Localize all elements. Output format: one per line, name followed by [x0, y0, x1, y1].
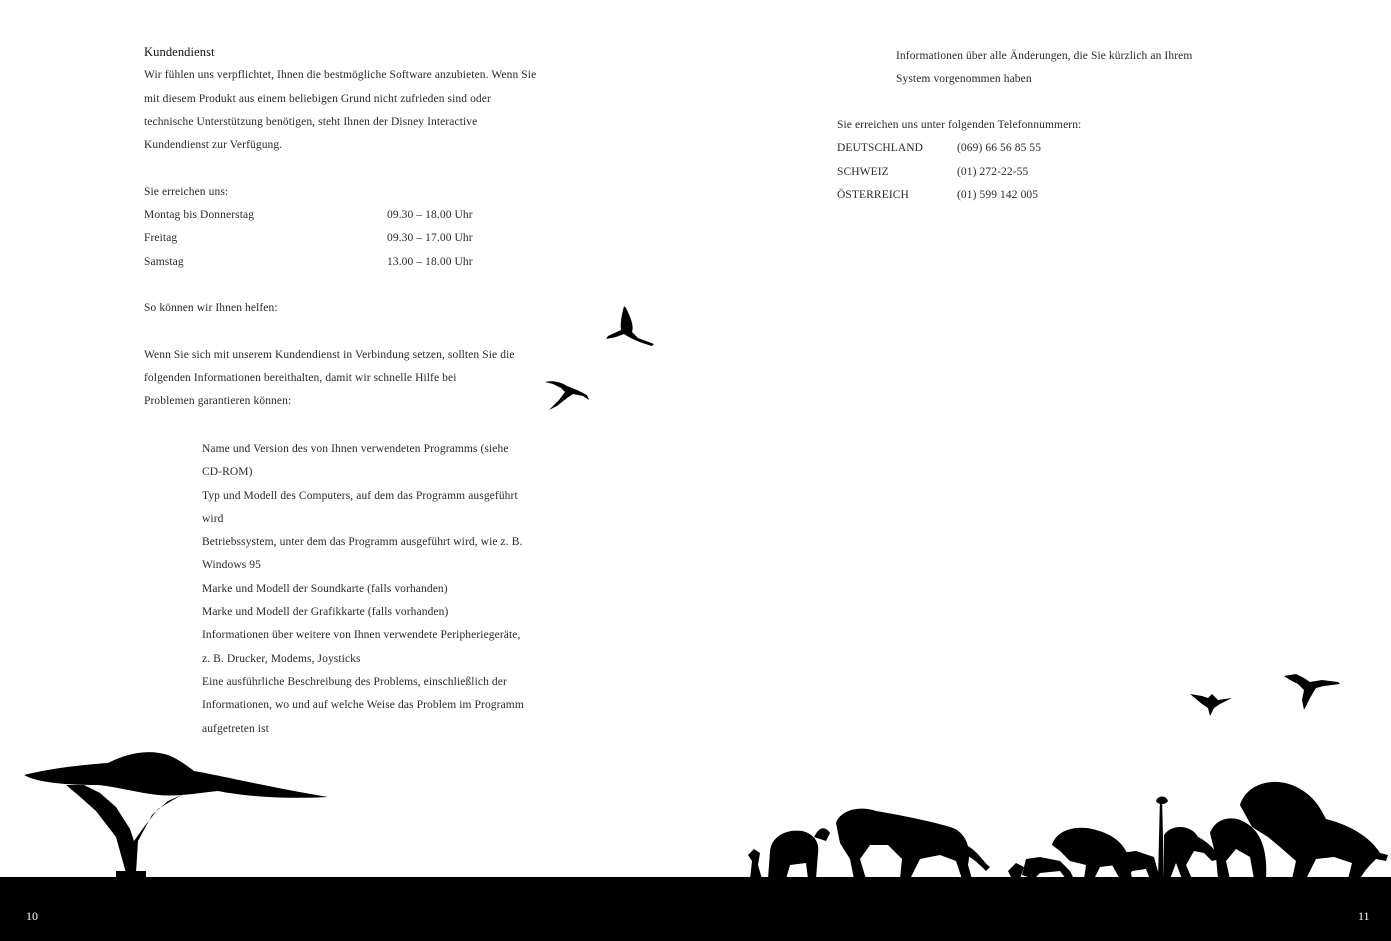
contact-line: Problemen garantieren können: [144, 395, 292, 408]
intro-line: mit diesem Produkt aus einem beliebigen Grund nicht zufrieden sind oder [144, 92, 491, 105]
phone-country: ÖSTERREICH [837, 188, 909, 201]
lion-king-procession-icon [740, 775, 1391, 880]
ground-strip [0, 877, 1391, 941]
list-line: Marke und Modell der Grafikkarte (falls vorhanden) [202, 606, 449, 619]
list-line: Informationen, wo und auf welche Weise das Problem im Programm [202, 699, 524, 712]
phone-country: DEUTSCHLAND [837, 142, 924, 155]
continued-line: System vorgenommen haben [896, 73, 1032, 86]
acacia-tree-icon [18, 745, 332, 880]
phone-row [837, 137, 1237, 160]
list-line: Typ und Modell des Computers, auf dem das Programm ausgeführt [202, 489, 518, 502]
list-line: Windows 95 [202, 559, 261, 572]
hours-row [144, 204, 614, 227]
left-page-text [144, 41, 614, 414]
list-line: Marke und Modell der Soundkarte (falls vorhanden) [202, 582, 448, 595]
right-page-continued [896, 45, 1296, 92]
bird-icon [1282, 670, 1342, 712]
intro-line: Kundendienst zur Verfügung. [144, 139, 283, 152]
hours-day: Freitag [144, 232, 178, 245]
hours-day: Samstag [144, 255, 184, 268]
contact-line: folgenden Informationen bereithalten, damit wir schnelle Hilfe bei [144, 372, 457, 385]
list-line: wird [202, 512, 224, 525]
contact-line: Wenn Sie sich mit unserem Kundendienst in Verbindung setzen, sollten Sie die [144, 348, 515, 361]
bird-icon [604, 304, 656, 350]
hours-row [144, 227, 614, 250]
page-number-left: 10 [26, 909, 38, 923]
hours-time: 13.00 – 18.00 Uhr [387, 255, 473, 268]
section-heading: Kundendienst [144, 45, 215, 59]
list-line: Betriebssystem, unter dem das Programm ausgeführt wird, wie z. B. [202, 536, 523, 549]
phone-row [837, 161, 1237, 184]
list-line: CD-ROM) [202, 466, 253, 479]
list-line: z. B. Drucker, Modems, Joysticks [202, 652, 361, 665]
phone-number: (01) 272-22-55 [957, 165, 1029, 178]
phone-row [837, 184, 1237, 207]
hours-day: Montag bis Donnerstag [144, 209, 255, 222]
list-line: aufgetreten ist [202, 722, 269, 735]
phone-number: (069) 66 56 85 55 [957, 142, 1042, 155]
info-list [202, 438, 582, 741]
help-label: So können wir Ihnen helfen: [144, 302, 278, 315]
bird-icon [543, 378, 591, 412]
hours-row [144, 251, 614, 274]
page-number-right: 11 [1358, 909, 1370, 923]
intro-line: Wir fühlen uns verpflichtet, Ihnen die bestmögliche Software anzubieten. Wenn Sie [144, 69, 537, 82]
hours-time: 09.30 – 17.00 Uhr [387, 232, 473, 245]
phone-list [837, 114, 1237, 207]
bird-icon [1188, 686, 1234, 718]
list-line: Informationen über weitere von Ihnen verwendete Peripheriegeräte, [202, 629, 521, 642]
list-line: Name und Version des von Ihnen verwendeten Programms (siehe [202, 443, 509, 455]
continued-line: Informationen über alle Änderungen, die Sie kürzlich an Ihrem [896, 50, 1193, 62]
hours-time: 09.30 – 18.00 Uhr [387, 209, 473, 222]
list-line: Eine ausführliche Beschreibung des Problems, einschließlich der [202, 675, 507, 688]
reach-label: Sie erreichen uns: [144, 185, 229, 198]
phone-label: Sie erreichen uns unter folgenden Telefonnummern: [837, 119, 1082, 131]
phone-number: (01) 599 142 005 [957, 188, 1039, 201]
intro-line: technische Unterstützung benötigen, steht Ihnen der Disney Interactive [144, 115, 478, 128]
phone-country: SCHWEIZ [837, 165, 889, 178]
